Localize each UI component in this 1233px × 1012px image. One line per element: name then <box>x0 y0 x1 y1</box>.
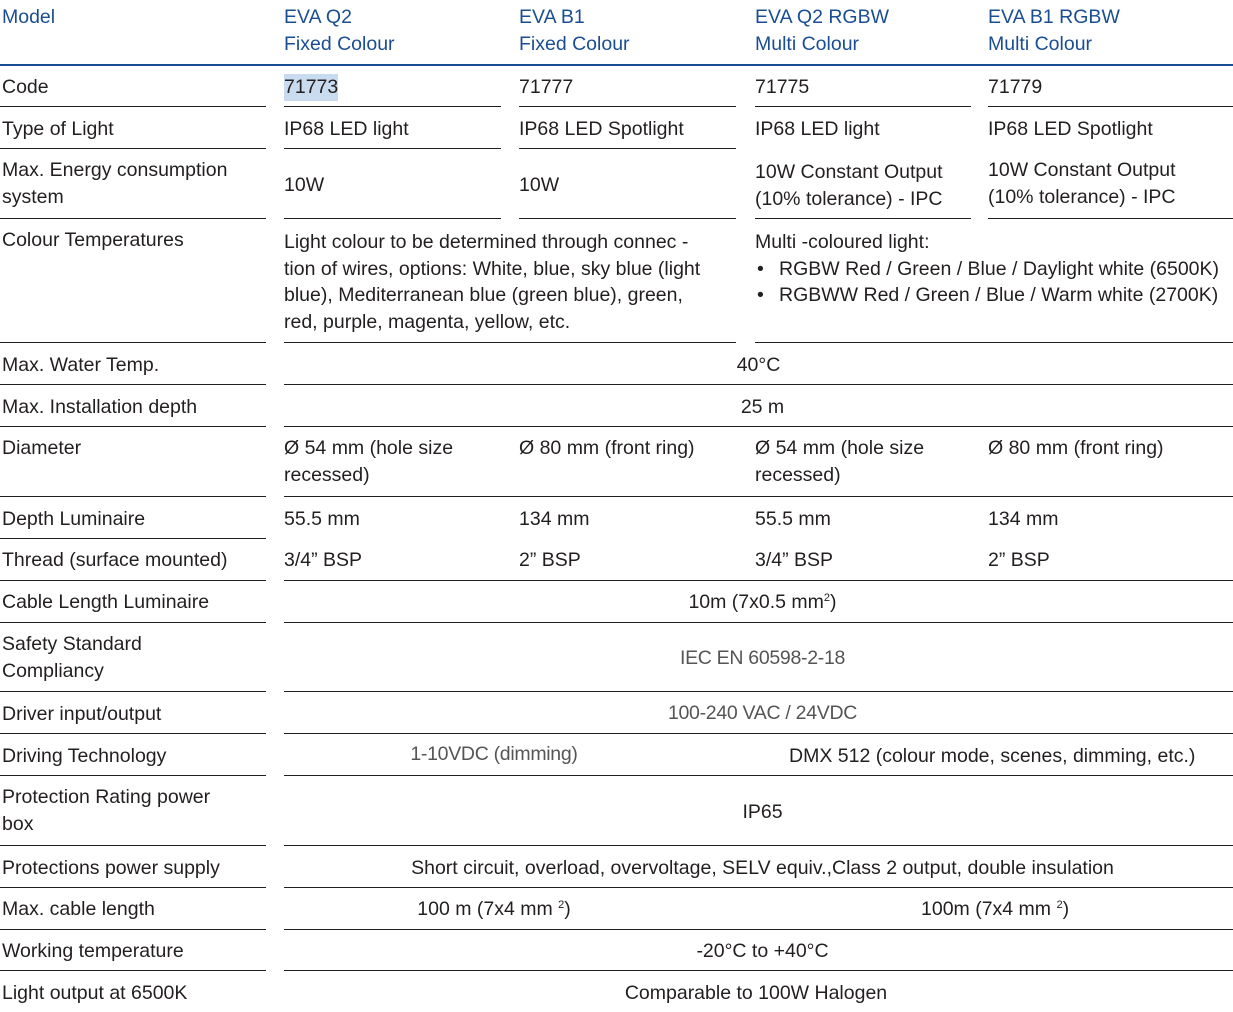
list-item: • RGBW Red / Green / Blue / Daylight white (6500K) <box>755 256 1219 283</box>
row-divider <box>0 106 266 107</box>
row-label-energy <box>2 157 227 210</box>
energy-value-2: 10W <box>519 174 560 196</box>
depth-value-4: 134 mm <box>988 508 1059 530</box>
row-label-driving: Driving Technology <box>2 745 167 767</box>
row-divider <box>0 342 266 343</box>
superscript: 2 <box>1056 899 1063 911</box>
value-line: recessed) <box>755 463 841 486</box>
row-divider <box>755 342 1233 343</box>
light-output-value: Comparable to 100W Halogen <box>624 982 888 1004</box>
value-line: 10W Constant Output <box>755 161 943 183</box>
depth-value-2: 134 mm <box>519 508 590 530</box>
type-value-2: IP68 LED Spotlight <box>519 118 684 140</box>
cable-value <box>284 589 1233 616</box>
row-divider <box>755 106 971 107</box>
row-label-protections: Protections power supply <box>2 857 220 879</box>
superscript: 2 <box>558 899 565 911</box>
close-paren: ) <box>830 591 837 613</box>
row-divider <box>284 218 501 219</box>
driving-value-multi: DMX 512 (colour mode, scenes, dimming, etc.) <box>789 745 1196 767</box>
cable-text: 100 m (7x4 mm <box>417 898 559 920</box>
diameter-value-1 <box>284 435 453 488</box>
row-divider <box>0 970 266 971</box>
colour-fixed-text <box>284 229 700 335</box>
type-value-4: IP68 LED Spotlight <box>988 118 1153 140</box>
row-divider <box>284 970 1233 971</box>
diameter-value-4: Ø 80 mm (front ring) <box>988 437 1164 459</box>
depth-value-1: 55.5 mm <box>284 508 360 530</box>
row-divider <box>0 691 266 692</box>
cable-text: 100m (7x4 mm <box>921 898 1057 920</box>
colour-multi-text <box>755 229 1219 309</box>
row-divider <box>284 733 1233 734</box>
thread-value-3: 3/4” BSP <box>755 549 834 571</box>
header-col-line2: Fixed Colour <box>519 32 630 55</box>
row-divider <box>284 148 501 149</box>
safety-value: IEC EN 60598-2-18 <box>679 647 846 669</box>
row-divider <box>0 733 266 734</box>
multi-list <box>755 256 1219 309</box>
water-value: 40°C <box>736 354 781 376</box>
energy-value-3 <box>755 159 943 212</box>
row-divider <box>0 775 266 776</box>
row-label-water: Max. Water Temp. <box>2 354 160 376</box>
row-label-safety <box>2 631 142 684</box>
row-divider <box>0 218 266 219</box>
list-item: • RGBWW Red / Green / Blue / Warm white (2700K) <box>755 282 1219 309</box>
value-line: 10W Constant Output <box>988 159 1176 181</box>
row-divider <box>988 218 1233 219</box>
row-divider <box>519 148 736 149</box>
text-line: Light colour to be determined through connec - <box>284 231 689 253</box>
row-label-driver: Driver input/output <box>2 703 162 725</box>
multi-title: Multi -coloured light: <box>755 231 930 253</box>
header-col-eva-b1-rgbw <box>988 4 1120 57</box>
row-label-protection-rating <box>2 784 210 837</box>
header-col-eva-q2-rgbw <box>755 4 889 57</box>
header-col-line1: EVA Q2 RGBW <box>755 6 890 28</box>
max-cable-value-multi <box>921 896 1069 923</box>
code-value-1[interactable]: 71773 <box>284 74 338 101</box>
row-divider <box>0 845 266 846</box>
row-divider <box>0 148 266 149</box>
row-divider <box>0 929 266 930</box>
row-divider <box>284 845 1233 846</box>
header-divider <box>0 64 1233 66</box>
label-line: Safety Standard <box>2 633 142 655</box>
max-cable-value-fixed <box>284 896 704 923</box>
energy-value-1: 10W <box>284 174 325 196</box>
code-value-2: 71777 <box>519 76 574 98</box>
thread-value-2: 2” BSP <box>519 549 581 571</box>
row-label-colour: Colour Temperatures <box>2 229 184 251</box>
row-label-thread: Thread (surface mounted) <box>2 549 228 571</box>
row-label-max-cable: Max. cable length <box>2 898 155 920</box>
row-label-light-output: Light output at 6500K <box>2 982 188 1004</box>
thread-value-4: 2” BSP <box>988 549 1050 571</box>
row-divider <box>0 622 266 623</box>
row-label-depth-luminaire: Depth Luminaire <box>2 508 146 530</box>
diameter-value-2: Ø 80 mm (front ring) <box>519 437 695 459</box>
value-line: (10% tolerance) - IPC <box>755 187 943 210</box>
working-temp-value: -20°C to +40°C <box>696 940 829 962</box>
code-value-4: 71779 <box>988 76 1043 98</box>
header-col-eva-q2 <box>284 4 395 57</box>
header-col-line2: Multi Colour <box>988 32 1093 55</box>
value-line: (10% tolerance) - IPC <box>988 185 1176 208</box>
protection-rating-value: IP65 <box>742 801 783 823</box>
label-line: Compliancy <box>2 659 104 682</box>
header-model-label: Model <box>2 6 56 28</box>
code-value-3: 71775 <box>755 76 810 98</box>
row-divider <box>284 342 736 343</box>
label-line: Protection Rating power <box>2 786 211 808</box>
row-divider <box>0 384 266 385</box>
row-divider <box>755 218 971 219</box>
row-label-install-depth: Max. Installation depth <box>2 396 198 418</box>
row-divider <box>0 496 266 497</box>
row-divider <box>988 106 1233 107</box>
row-divider <box>0 538 266 539</box>
thread-value-1: 3/4” BSP <box>284 549 363 571</box>
label-line: box <box>2 812 34 835</box>
row-label-diameter: Diameter <box>2 437 82 459</box>
row-divider <box>284 426 1233 427</box>
row-divider <box>284 691 1233 692</box>
row-divider <box>284 887 1233 888</box>
row-divider <box>0 426 266 427</box>
text-line: blue), Mediterranean blue (green blue), green, <box>284 284 683 306</box>
value-line: recessed) <box>284 463 370 486</box>
protections-value: Short circuit, overload, overvoltage, SELV equiv.,Class 2 output, double insulation <box>411 857 1114 879</box>
energy-value-4 <box>988 157 1176 210</box>
row-divider <box>284 622 1233 623</box>
text-line: tion of wires, options: White, blue, sky blue (light <box>284 257 701 280</box>
row-divider <box>284 496 1233 497</box>
text-line: red, purple, magenta, yellow, etc. <box>284 310 571 333</box>
row-divider <box>284 580 1233 581</box>
row-divider <box>0 887 266 888</box>
depth-value-3: 55.5 mm <box>755 508 831 530</box>
row-divider <box>284 929 1233 930</box>
cable-text: 10m (7x0.5 mm <box>688 591 824 613</box>
install-depth-value: 25 m <box>740 396 785 418</box>
header-col-eva-b1 <box>519 4 630 57</box>
value-line: Ø 54 mm (hole size <box>755 437 925 459</box>
label-line: Max. Energy consumption <box>2 159 228 181</box>
close-paren: ) <box>1062 898 1070 920</box>
header-col-line1: EVA Q2 <box>284 6 352 28</box>
row-label-working-temp: Working temperature <box>2 940 184 962</box>
label-line: system <box>2 185 64 208</box>
header-col-line2: Multi Colour <box>755 32 860 55</box>
header-col-line2: Fixed Colour <box>284 32 395 55</box>
row-label-type: Type of Light <box>2 118 114 140</box>
driving-value-fixed: 1-10VDC (dimming) <box>410 743 578 765</box>
row-label-code: Code <box>2 76 49 98</box>
row-divider <box>284 384 1233 385</box>
close-paren: ) <box>564 898 571 920</box>
diameter-value-3 <box>755 435 924 488</box>
row-divider <box>0 580 266 581</box>
value-line: Ø 54 mm (hole size <box>284 437 454 459</box>
header-col-line1: EVA B1 RGBW <box>988 6 1120 28</box>
row-divider <box>519 106 736 107</box>
row-divider <box>284 106 501 107</box>
header-col-line1: EVA B1 <box>519 6 585 28</box>
superscript: 2 <box>823 592 831 604</box>
type-value-1: IP68 LED light <box>284 118 409 140</box>
row-label-cable: Cable Length Luminaire <box>2 591 210 613</box>
row-divider <box>284 775 1233 776</box>
driver-value: 100-240 VAC / 24VDC <box>667 702 858 724</box>
row-divider <box>519 218 736 219</box>
type-value-3: IP68 LED light <box>755 118 880 140</box>
